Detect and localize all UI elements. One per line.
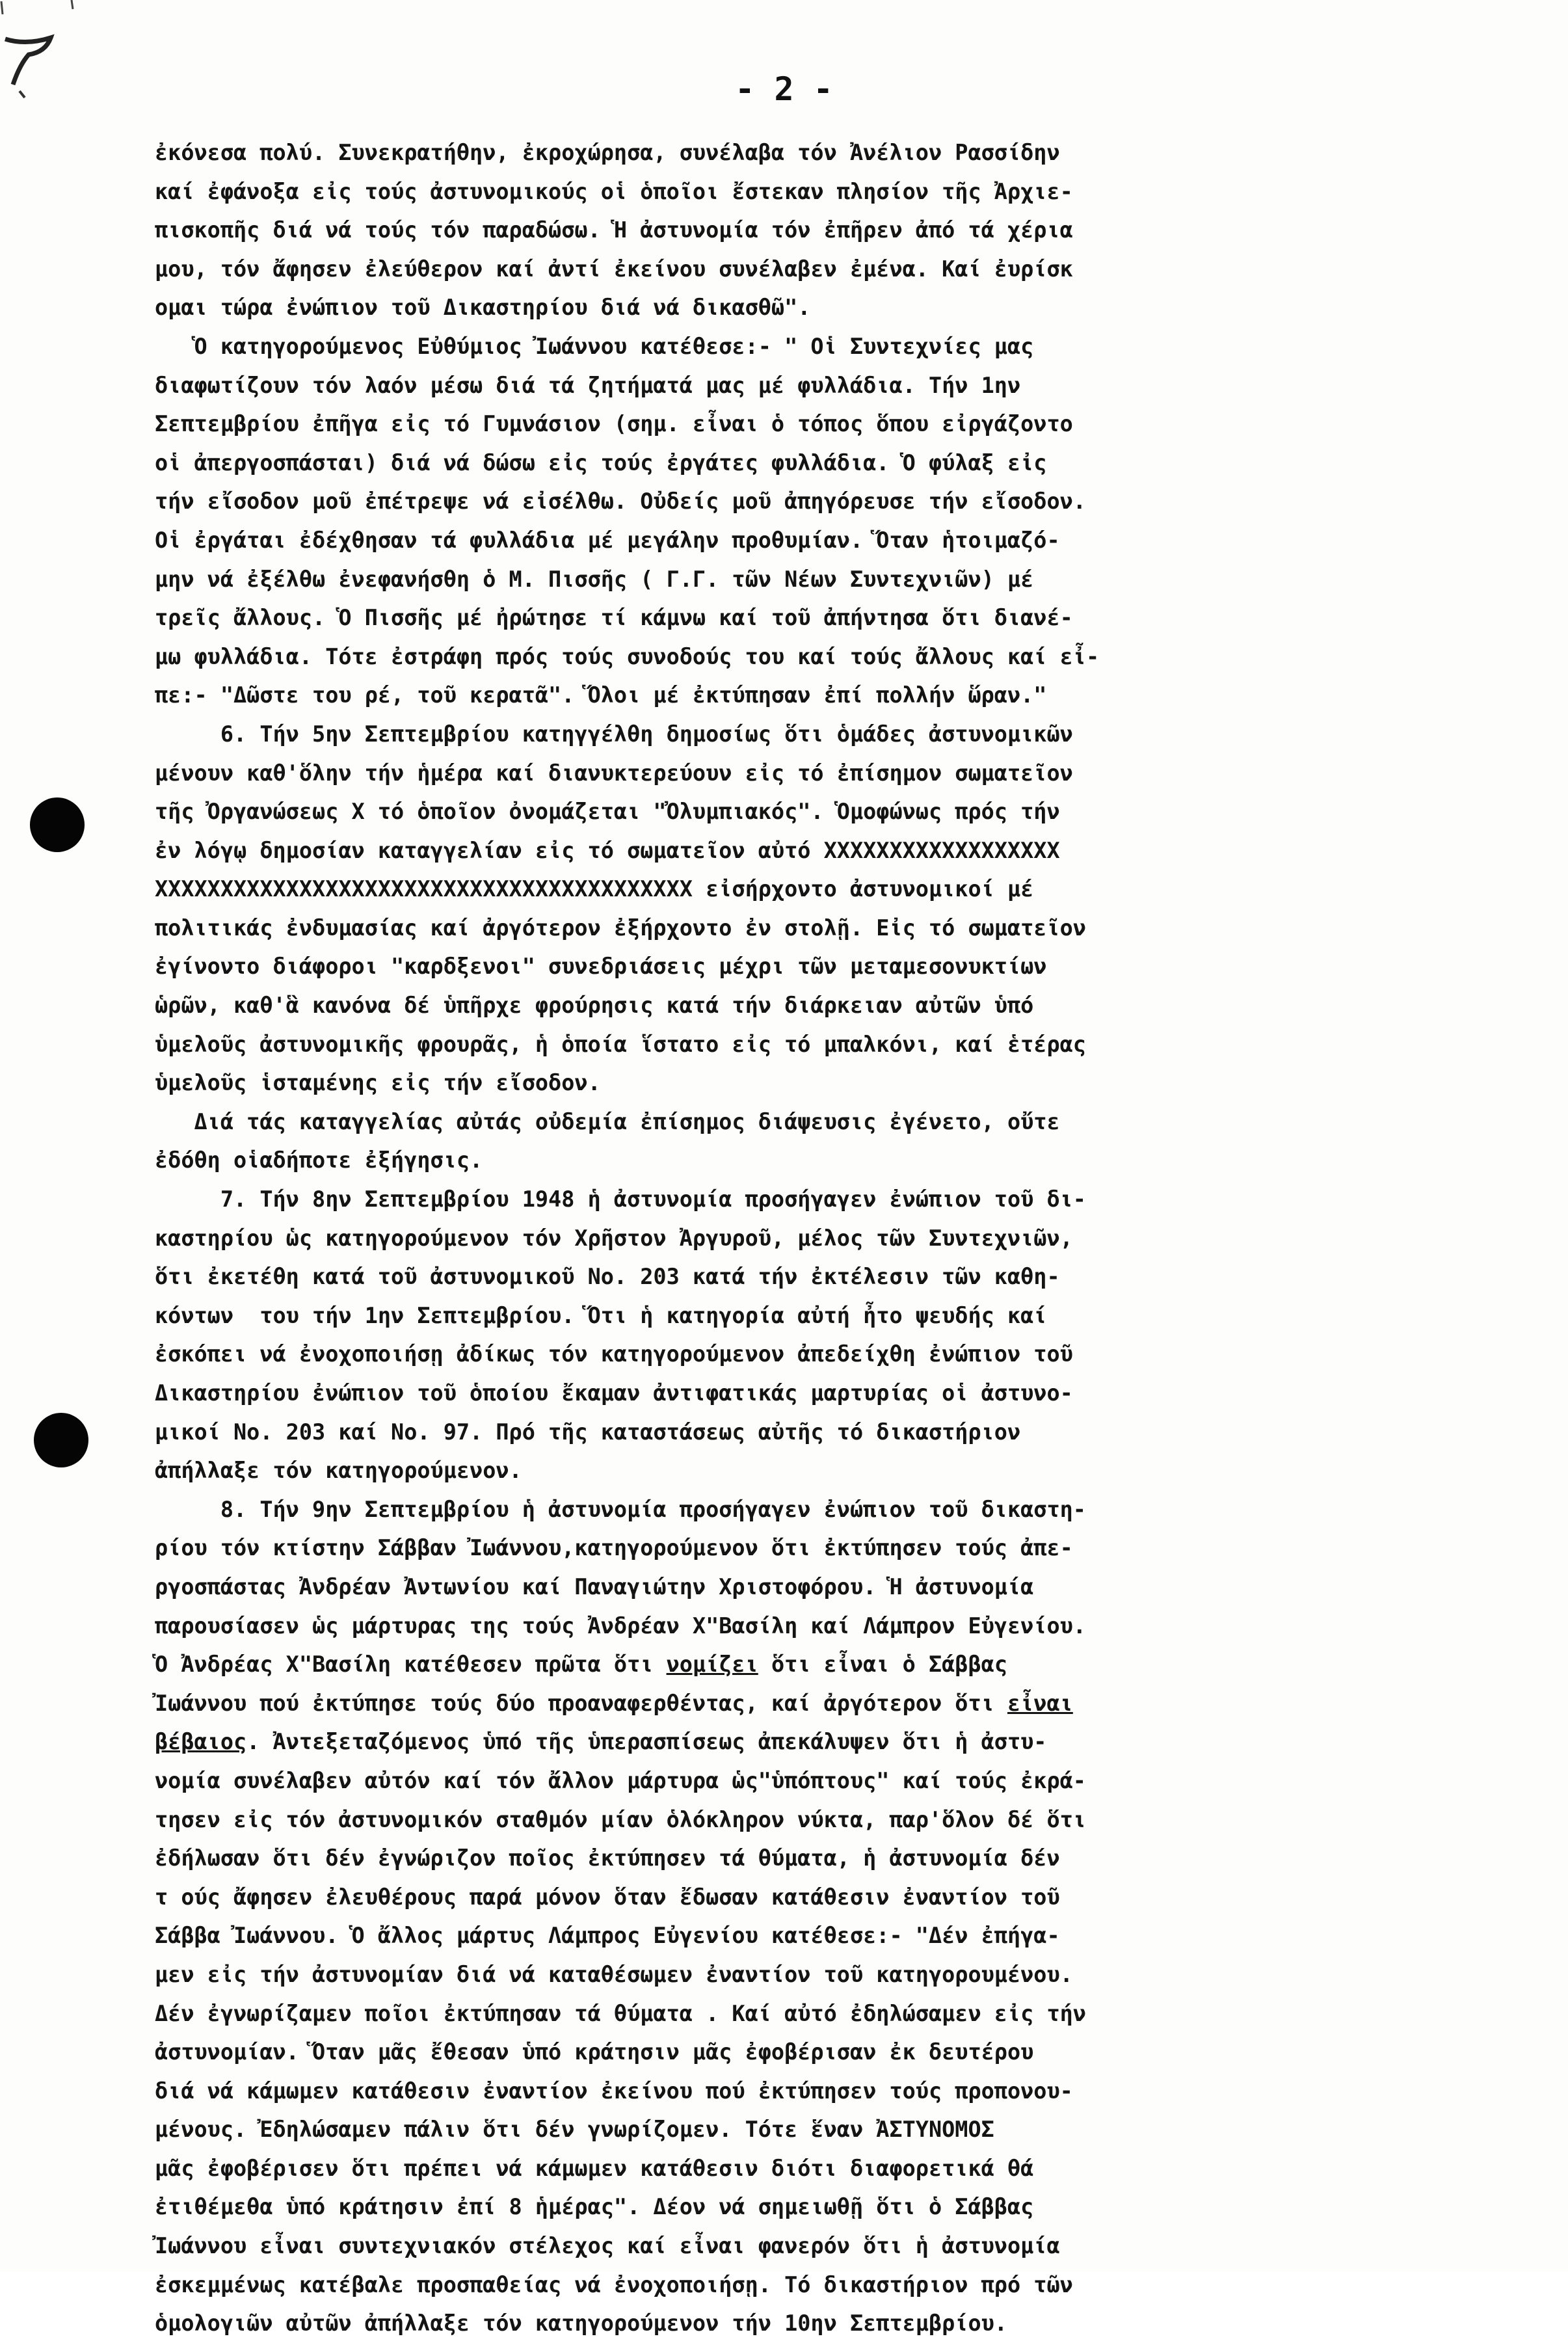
- text-line: ἐκόνεσα πολύ. Συνεκρατήθην, ἐκροχώρησα, συνέλαβα τόν Ἀνέλιον Ρασσίδην: [155, 140, 1060, 165]
- page-number: - 2 -: [735, 70, 833, 108]
- text-line: ἐν λόγῳ δημοσίαν καταγγελίαν εἰς τό σωματεῖον αὐτό ΧΧΧΧΧΧΧΧΧΧΧΧΧΧΧΧΧΧ: [155, 837, 1060, 863]
- text-line: ἐδόθη οἱαδήποτε ἐξήγησις.: [155, 1147, 483, 1173]
- text-line: κόντων του τήν 1ην Σεπτεμβρίου. Ὅτι ἡ κατηγορία αὐτή ἦτο ψευδής καί: [155, 1302, 1047, 1328]
- text-line: παρουσίασεν ὡς μάρτυρας της τούς Ἀνδρέαν Χ"Βασίλη καί Λάμπρον Εὐγενίου.: [155, 1613, 1086, 1639]
- text-line: ἐσκεμμένως κατέβαλε προσπαθείας νά ἐνοχοποιήσῃ. Τό δικαστήριον πρό τῶν: [155, 2271, 1073, 2297]
- text-line: μᾶς ἐφοβέρισεν ὅτι πρέπει νά κάμωμεν κατάθεσιν διότι διαφορετικά θά: [155, 2155, 1034, 2181]
- text-line: ομαι τώρα ἐνώπιον τοῦ Δικαστηρίου διά νά δικασθῶ".: [155, 295, 811, 321]
- text-line: ἐσκόπει νά ἐνοχοποιήσῃ ἀδίκως τόν κατηγορούμενον ἀπεδείχθη ἐνώπιον τοῦ: [155, 1341, 1073, 1367]
- text-line: Διά τάς καταγγελίας αὐτάς οὐδεμία ἐπίσημος διάψευσις ἐγένετο, οὔτε: [155, 1108, 1060, 1134]
- text-line: τήν εἴσοδον μοῦ ἐπέτρεψε νά εἰσέλθω. Οὐδείς μοῦ ἀπηγόρευσε τήν εἴσοδον.: [155, 489, 1086, 515]
- text-line: 6. Τήν 5ην Σεπτεμβρίου κατηγγέλθη δημοσίως ὅτι ὁμάδες ἀστυνομικῶν: [155, 721, 1073, 747]
- text-line: ργοσπάστας Ἀνδρέαν Ἀντωνίου καί Παναγιώτην Χριστοφόρου. Ἡ ἀστυνομία: [155, 1573, 1034, 1600]
- text-line: ἐγίνοντο διάφοροι "καρδξενοι" συνεδριάσεις μέχρι τῶν μεταμεσονυκτίων: [155, 954, 1047, 980]
- text-line: πε:- "Δῶστε του ρέ, τοῦ κερατᾶ". Ὅλοι μέ ἐκτύπησαν ἐπί πολλήν ὥραν.": [155, 682, 1047, 708]
- text-line: ὑμελοῦς ἱσταμένης εἰς τήν εἴσοδον.: [155, 1070, 601, 1096]
- text-line: Ἰωάννου εἶναι συντεχνιακόν στέλεχος καί εἶναι φανερόν ὅτι ἡ ἀστυνομία: [155, 2233, 1060, 2259]
- text-line: ἐτιθέμεθα ὑπό κράτησιν ἐπί 8 ἡμέρας". Δέον νά σημειωθῇ ὅτι ὁ Σάββας: [155, 2194, 1034, 2220]
- text-line: μένους. Ἐδηλώσαμεν πάλιν ὅτι δέν γνωρίζομεν. Τότε ἕναν ἈΣΤΥΝΟΜΟΣ: [155, 2117, 994, 2143]
- text-line: [155, 1684, 1527, 1723]
- punch-hole: [30, 797, 85, 852]
- text-line: μω φυλλάδια. Τότε ἐστράφη πρός τούς συνοδούς του καί τούς ἄλλους καί εἶ-: [155, 643, 1100, 669]
- text-line: Ὁ κατηγορούμενος Εὐθύμιος Ἰωάννου κατέθεσε:- " Οἱ Συντεχνίες μας: [155, 333, 1034, 359]
- text-line: Σεπτεμβρίου ἐπῆγα εἰς τό Γυμνάσιον (σημ. εἶναι ὁ τόπος ὅπου εἰργάζοντο: [155, 411, 1073, 437]
- text-line: Δικαστηρίου ἐνώπιον τοῦ ὁποίου ἔκαμαν ἀντιφατικάς μαρτυρίας οἱ ἀστυνο-: [155, 1380, 1073, 1406]
- text-line: νομία συνέλαβεν αὐτόν καί τόν ἄλλον μάρτυρα ὡς"ὑπόπτους" καί τούς ἐκρά-: [155, 1767, 1086, 1793]
- text-line: τησεν εἰς τόν ἀστυνομικόν σταθμόν μίαν ὁλόκληρον νύκτα, παρ'ὅλον δέ ὅτι: [155, 1806, 1086, 1832]
- text-line: πολιτικάς ἐνδυμασίας καί ἀργότερον ἐξήρχοντο ἐν στολῇ. Εἰς τό σωματεῖον: [155, 915, 1086, 941]
- text-line: [155, 1645, 1527, 1684]
- underlined-word: βέβαιος: [155, 1729, 247, 1755]
- underlined-word: εἶναι: [1007, 1690, 1073, 1716]
- line-segment: ὅτι εἶναι ὁ Σάββας: [758, 1652, 1007, 1678]
- text-line: μεν εἰς τήν ἀστυνομίαν διά νά καταθέσωμεν ἐναντίον τοῦ κατηγορουμένου.: [155, 1961, 1073, 1987]
- punch-hole: [34, 1413, 88, 1467]
- text-line: μένουν καθ'ὅλην τήν ἡμέρα καί διανυκτερεύουν εἰς τό ἐπίσημον σωματεῖον: [155, 760, 1073, 786]
- text-line: ὁμολογιῶν αὐτῶν ἀπήλλαξε τόν κατηγορούμενον τήν 10ην Σεπτεμβρίου.: [155, 2310, 1007, 2336]
- text-line: [155, 1722, 1527, 1761]
- text-line: πισκοπῆς διά νά τούς τόν παραδώσω. Ἡ ἀστυνομία τόν ἐπῆρεν ἀπό τά χέρια: [155, 217, 1073, 243]
- text-line: ἀπήλλαξε τόν κατηγορούμενον.: [155, 1458, 522, 1484]
- text-line: τ ούς ἄφησεν ἐλευθέρους παρά μόνον ὅταν ἔδωσαν κατάθεσιν ἐναντίον τοῦ: [155, 1884, 1060, 1910]
- text-line: ὡρῶν, καθ'ἃ κανόνα δέ ὑπῆρχε φρούρησις κατά τήν διάρκειαν αὐτῶν ὑπό: [155, 993, 1034, 1019]
- text-line: Δέν ἐγνωρίζαμεν ποῖοι ἐκτύπησαν τά θύματα . Καί αὐτό ἐδηλώσαμεν εἰς τήν: [155, 2000, 1086, 2026]
- text-line: Σάββα Ἰωάννου. Ὁ ἄλλος μάρτυς Λάμπρος Εὐγενίου κατέθεσε:- "Δέν ἐπήγα-: [155, 1923, 1060, 1949]
- text-line: 8. Τήν 9ην Σεπτεμβρίου ἡ ἀστυνομία προσήγαγεν ἐνώπιον τοῦ δικαστη-: [155, 1496, 1086, 1522]
- text-line: διαφωτίζουν τόν λαόν μέσω διά τά ζητήματά μας μέ φυλλάδια. Τήν 1ην: [155, 372, 1021, 398]
- text-line: τῆς Ὀργανώσεως Χ τό ὁποῖον ὀνομάζεται "Ὀλυμπιακός". Ὁμοφώνως πρός τήν: [155, 799, 1060, 825]
- text-line: καστηρίου ὡς κατηγορούμενον τόν Χρῆστον Ἀργυροῦ, μέλος τῶν Συντεχνιῶν,: [155, 1225, 1073, 1251]
- text-line: ἀστυνομίαν. Ὅταν μᾶς ἔθεσαν ὑπό κράτησιν μᾶς ἐφοβέρισαν ἐκ δευτέρου: [155, 2039, 1034, 2065]
- text-line: ρίου τόν κτίστην Σάββαν Ἰωάννου,κατηγορούμενον ὅτι ἐκτύπησεν τούς ἀπε-: [155, 1535, 1073, 1561]
- text-line: μην νά ἐξέλθω ἐνεφανήσθη ὁ Μ. Πισσῆς ( Γ.Γ. τῶν Νέων Συντεχνιῶν) μέ: [155, 566, 1034, 592]
- text-line: ἐδήλωσαν ὅτι δέν ἐγνώριζον ποῖος ἐκτύπησεν τά θύματα, ἡ ἀστυνομία δέν: [155, 1845, 1060, 1871]
- text-line: τρεῖς ἄλλους. Ὁ Πισσῆς μέ ἠρώτησε τί κάμνω καί τοῦ ἀπήντησα ὅτι διανέ-: [155, 605, 1073, 631]
- text-line: μικοί Νο. 203 καί Νο. 97. Πρό τῆς καταστάσεως αὐτῆς τό δικαστήριον: [155, 1419, 1021, 1445]
- underlined-word: νομίζει: [666, 1652, 758, 1678]
- text-line: ΧΧΧΧΧΧΧΧΧΧΧΧΧΧΧΧΧΧΧΧΧΧΧΧΧΧΧΧΧΧΧΧΧΧΧΧΧΧΧΧΧ εἰσήρχοντο ἀστυνομικοί μέ: [155, 876, 1034, 902]
- line-segment: . Ἀντεξεταζόμενος ὑπό τῆς ὑπερασπίσεως ἀπεκάλυψεν ὅτι ἡ ἀστυ-: [246, 1729, 1047, 1755]
- text-line: καί ἐφάνοξα εἰς τούς ἀστυνομικούς οἱ ὁποῖοι ἔστεκαν πλησίον τῆς Ἀρχιε-: [155, 178, 1073, 204]
- text-line: ὅτι ἐκετέθη κατά τοῦ ἀστυνομικοῦ Νο. 203 κατά τήν ἐκτέλεσιν τῶν καθη-: [155, 1264, 1060, 1290]
- text-line: οἱ ἀπεργοσπάσται) διά νά δώσω εἰς τούς ἐργάτες φυλλάδια. Ὁ φύλαξ εἰς: [155, 449, 1047, 475]
- line-segment: Ὁ Ἀνδρέας Χ"Βασίλη κατέθεσεν πρῶτα ὅτι: [155, 1652, 667, 1678]
- text-line: 7. Τήν 8ην Σεπτεμβρίου 1948 ἡ ἀστυνομία προσήγαγεν ἐνώπιον τοῦ δι-: [155, 1186, 1086, 1212]
- body-text: [155, 133, 1527, 2343]
- text-line: μου, τόν ἄφησεν ἐλεύθερον καί ἀντί ἐκείνου συνέλαβεν ἐμένα. Καί ἐυρίσκ: [155, 256, 1073, 282]
- text-line: ὑμελοῦς ἀστυνομικῆς φρουρᾶς, ἡ ὁποία ἵστατο εἰς τό μπαλκόνι, καί ἑτέρας: [155, 1031, 1086, 1057]
- text-line: Οἱ ἐργάται ἐδέχθησαν τά φυλλάδια μέ μεγάλην προθυμίαν. Ὅταν ἡτοιμαζό-: [155, 527, 1060, 553]
- text-line: διά νά κάμωμεν κατάθεσιν ἐναντίον ἐκείνου πού ἐκτύπησεν τούς προπονου-: [155, 2078, 1073, 2104]
- line-segment: Ἰωάννου πού ἐκτύπησε τούς δύο προαναφερθέντας, καί ἀργότερον ὅτι: [155, 1690, 1007, 1716]
